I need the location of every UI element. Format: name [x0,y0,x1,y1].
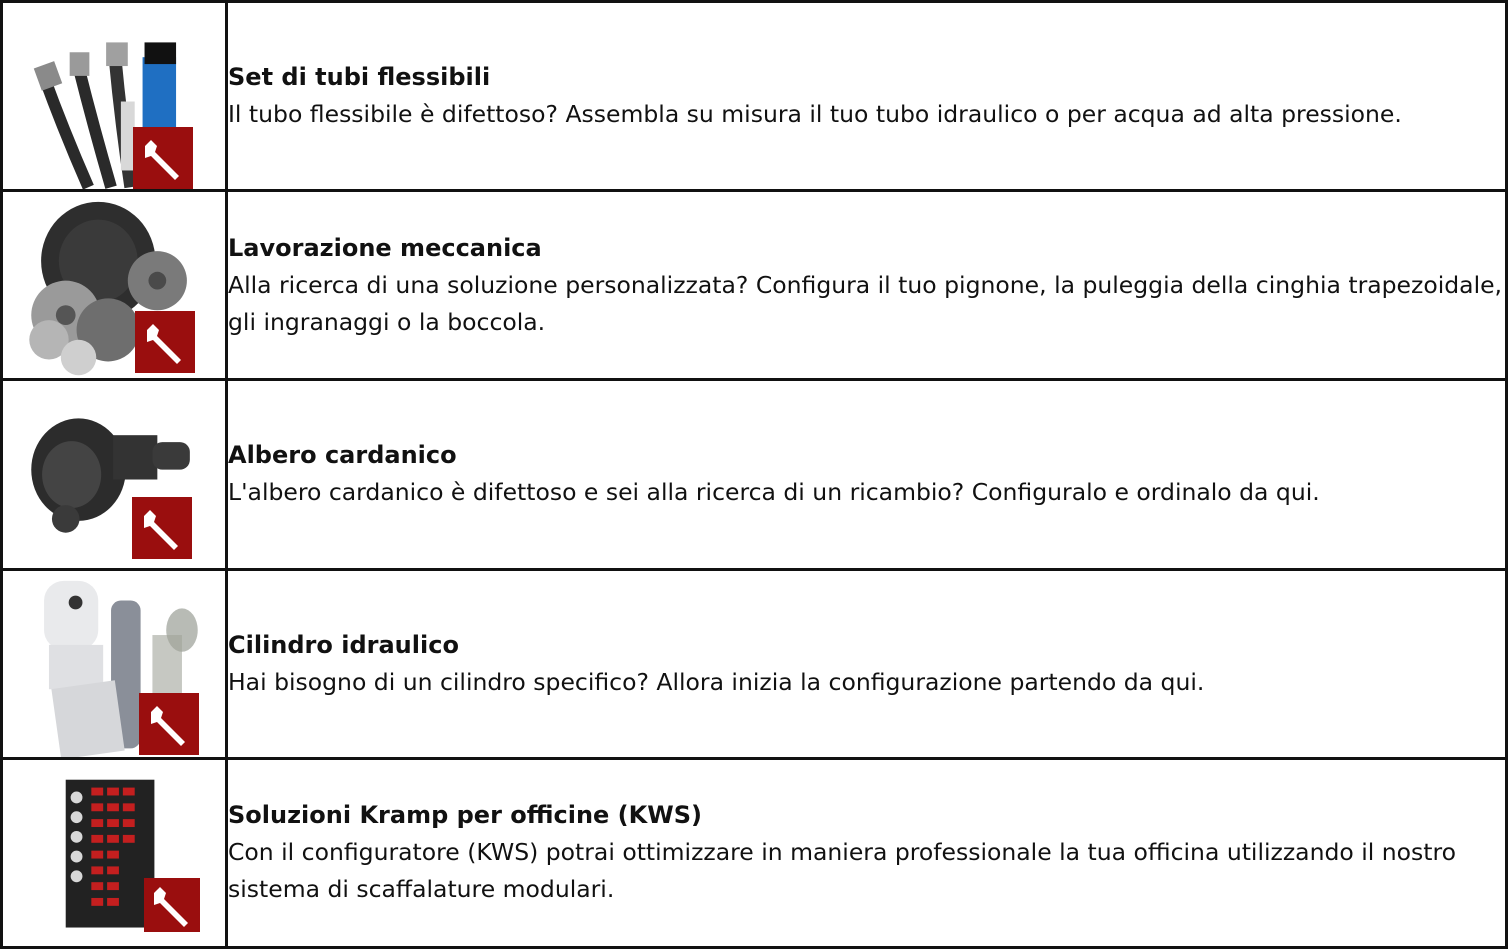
wrench-icon [141,318,189,366]
row-description: Hai bisogno di un cilindro specifico? Allora inizia la configurazione partendo da qui. [228,667,1205,696]
row-thumbnail[interactable] [2,191,227,380]
configurator-row-kws[interactable] [2,758,1507,947]
wrench-badge [132,497,192,559]
row-thumbnail[interactable] [2,758,227,947]
row-text[interactable] [227,758,1507,947]
configurator-row-machining[interactable] [2,191,1507,380]
row-title[interactable]: Lavorazione meccanica [228,233,542,262]
row-thumbnail[interactable] [2,2,227,191]
configurator-row-pto-shaft[interactable] [2,380,1507,569]
wrench-icon [138,504,186,552]
row-text[interactable] [227,569,1507,758]
row-title[interactable]: Albero cardanico [228,441,457,470]
wrench-icon [148,881,196,929]
configurator-row-cylinder[interactable] [2,569,1507,758]
configurator-row-hoses[interactable] [2,2,1507,191]
row-thumbnail[interactable] [2,569,227,758]
wrench-badge [144,878,200,932]
row-text[interactable] [227,380,1507,569]
row-thumbnail[interactable] [2,380,227,569]
row-description: L'albero cardanico è difettoso e sei alla ricerca di un ricambio? Configuralo e ordinalo da qui. [228,478,1320,507]
row-text[interactable] [227,191,1507,380]
wrench-badge [139,693,199,755]
row-description: Con il configuratore (KWS) potrai ottimizzare in maniera professionale la tua officina utilizzando il nostro sistema di scaffalature modulari. [228,838,1457,904]
row-description: Alla ricerca di una soluzione personalizzata? Configura il tuo pignone, la puleggia della cinghia trapezoidale, gli ingranaggi o la boccola. [228,270,1503,336]
wrench-badge [135,311,195,373]
row-text[interactable] [227,2,1507,191]
row-title[interactable]: Set di tubi flessibili [228,63,491,92]
wrench-badge [133,127,193,189]
row-title[interactable]: Soluzioni Kramp per officine (KWS) [228,801,702,830]
row-description: Il tubo flessibile è difettoso? Assembla su misura il tuo tubo idraulico o per acqua ad alta pressione. [228,100,1402,129]
row-title[interactable]: Cilindro idraulico [228,630,459,659]
wrench-icon [139,134,187,182]
wrench-icon [145,700,193,748]
